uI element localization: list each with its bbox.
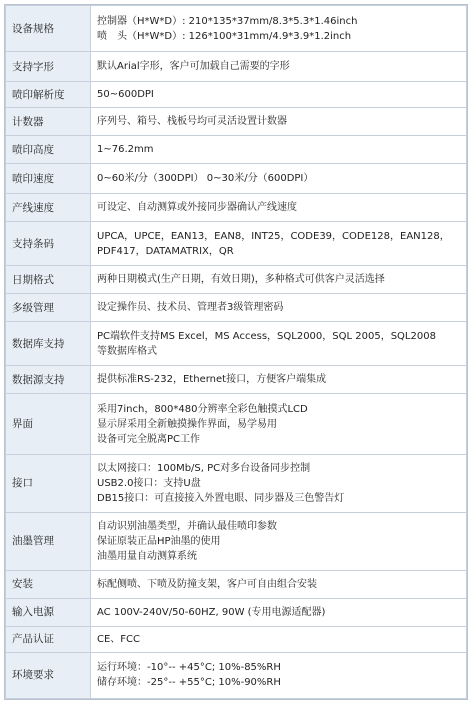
spec-value-line: 两种日期模式(生产日期，有效日期)，多种格式可供客户灵活选择 [97,274,385,286]
spec-row [6,598,467,626]
spec-label: 设备规格 [6,6,91,52]
spec-value [91,108,467,136]
spec-row [6,164,467,194]
spec-label: 产品认证 [6,626,91,652]
spec-row [6,222,467,266]
spec-value [91,454,467,512]
spec-value-line: 默认Arial字形，客户可加载自己需要的字形 [97,61,290,73]
spec-label: 数据库支持 [6,322,91,366]
spec-label: 产线速度 [6,194,91,222]
spec-row [6,82,467,108]
spec-row [6,6,467,52]
spec-value [91,626,467,652]
spec-value [91,52,467,82]
spec-value [91,294,467,322]
spec-row [6,512,467,570]
spec-row [6,322,467,366]
spec-value [91,164,467,194]
spec-label: 喷印速度 [6,164,91,194]
spec-label: 油墨管理 [6,512,91,570]
spec-value-line: 喷 头（H*W*D）: 126*100*31mm/4.9*3.9*1.2inch [97,30,352,42]
spec-value [91,394,467,454]
spec-label: 数据源支持 [6,366,91,394]
spec-label: 喷印解析度 [6,82,91,108]
spec-value-line: 设定操作员、技术员、管理者3级管理密码 [97,302,284,314]
spec-value-line: AC 100V-240V/50-60HZ, 90W (专用电源适配器) [97,606,326,618]
spec-label: 支持字形 [6,52,91,82]
spec-value-line: 油墨用量自动测算系统 [97,550,197,562]
spec-row [6,626,467,652]
spec-value [91,570,467,598]
spec-value-line: 采用7inch，800*480分辨率全彩色触摸式LCD [97,403,308,415]
spec-label: 安装 [6,570,91,598]
spec-value-line: 可设定、自动测算或外接同步器确认产线速度 [97,202,297,214]
spec-row [6,52,467,82]
spec-value-line: 自动识别油墨类型，并确认最佳喷印参数 [97,520,277,532]
spec-value-line: 运行环境：-10°-- +45°C; 10%-85%RH [97,662,281,674]
spec-value [91,366,467,394]
spec-value-line: 以太网接口：100Mb/S, PC对多台设备同步控制 [97,462,311,474]
spec-row [6,366,467,394]
spec-value-line: UPCA，UPCE，EAN13，EAN8，INT25，CODE39，CODE128，EAN128， [97,230,450,242]
spec-value-line: 50~600DPI [97,89,154,101]
spec-row [6,652,467,698]
spec-label: 日期格式 [6,266,91,294]
spec-value-line: 保证原装正品HP油墨的使用 [97,535,221,547]
spec-table-body [6,6,467,699]
spec-label: 多级管理 [6,294,91,322]
spec-value-line: 序列号、箱号、栈板号均可灵活设置计数器 [97,116,287,128]
spec-value [91,512,467,570]
spec-label: 接口 [6,454,91,512]
spec-value-line: CE、FCC [97,633,141,645]
spec-row [6,294,467,322]
spec-row [6,454,467,512]
spec-value [91,598,467,626]
spec-value [91,266,467,294]
spec-value [91,322,467,366]
spec-value-line: 提供标准RS-232，Ethernet接口，方便客户端集成 [97,374,327,386]
spec-value-line: PC端软件支持MS Excel，MS Access，SQL2000，SQL 2005，SQL2008 [97,330,436,342]
spec-value-line: 控制器（H*W*D）: 210*135*37mm/8.3*5.3*1.46inch [97,15,358,27]
spec-row [6,394,467,454]
spec-value-line: 等数据库格式 [97,345,157,357]
spec-value [91,6,467,52]
spec-label: 环境要求 [6,652,91,698]
spec-label: 喷印高度 [6,136,91,164]
spec-row [6,194,467,222]
spec-value-line: 显示屏采用全新触摸操作界面，易学易用 [97,418,277,430]
spec-value [91,222,467,266]
spec-value-line: 1~76.2mm [97,144,154,156]
spec-label: 界面 [6,394,91,454]
spec-label: 输入电源 [6,598,91,626]
spec-row [6,136,467,164]
spec-value [91,194,467,222]
spec-row [6,108,467,136]
spec-value [91,652,467,698]
spec-row [6,266,467,294]
spec-value-line: 0~60米/分（300DPI） 0~30米/分（600DPI） [97,173,314,185]
spec-value-line: DB15接口：可直接接入外置电眼、同步器及三色警告灯 [97,492,345,504]
spec-table [5,5,467,699]
spec-row [6,570,467,598]
spec-value-line: 标配侧喷、下喷及防撞支架，客户可自由组合安装 [97,578,317,590]
spec-value-line: USB2.0接口：支持U盘 [97,477,201,489]
spec-value-line: PDF417，DATAMATRIX，QR [97,245,234,257]
spec-label: 支持条码 [6,222,91,266]
spec-label: 计数器 [6,108,91,136]
spec-value [91,82,467,108]
spec-sheet [4,4,468,700]
spec-value-line: 设备可完全脱离PC工作 [97,433,201,445]
spec-value [91,136,467,164]
spec-value-line: 储存环境：-25°-- +55°C; 10%-90%RH [97,677,281,689]
